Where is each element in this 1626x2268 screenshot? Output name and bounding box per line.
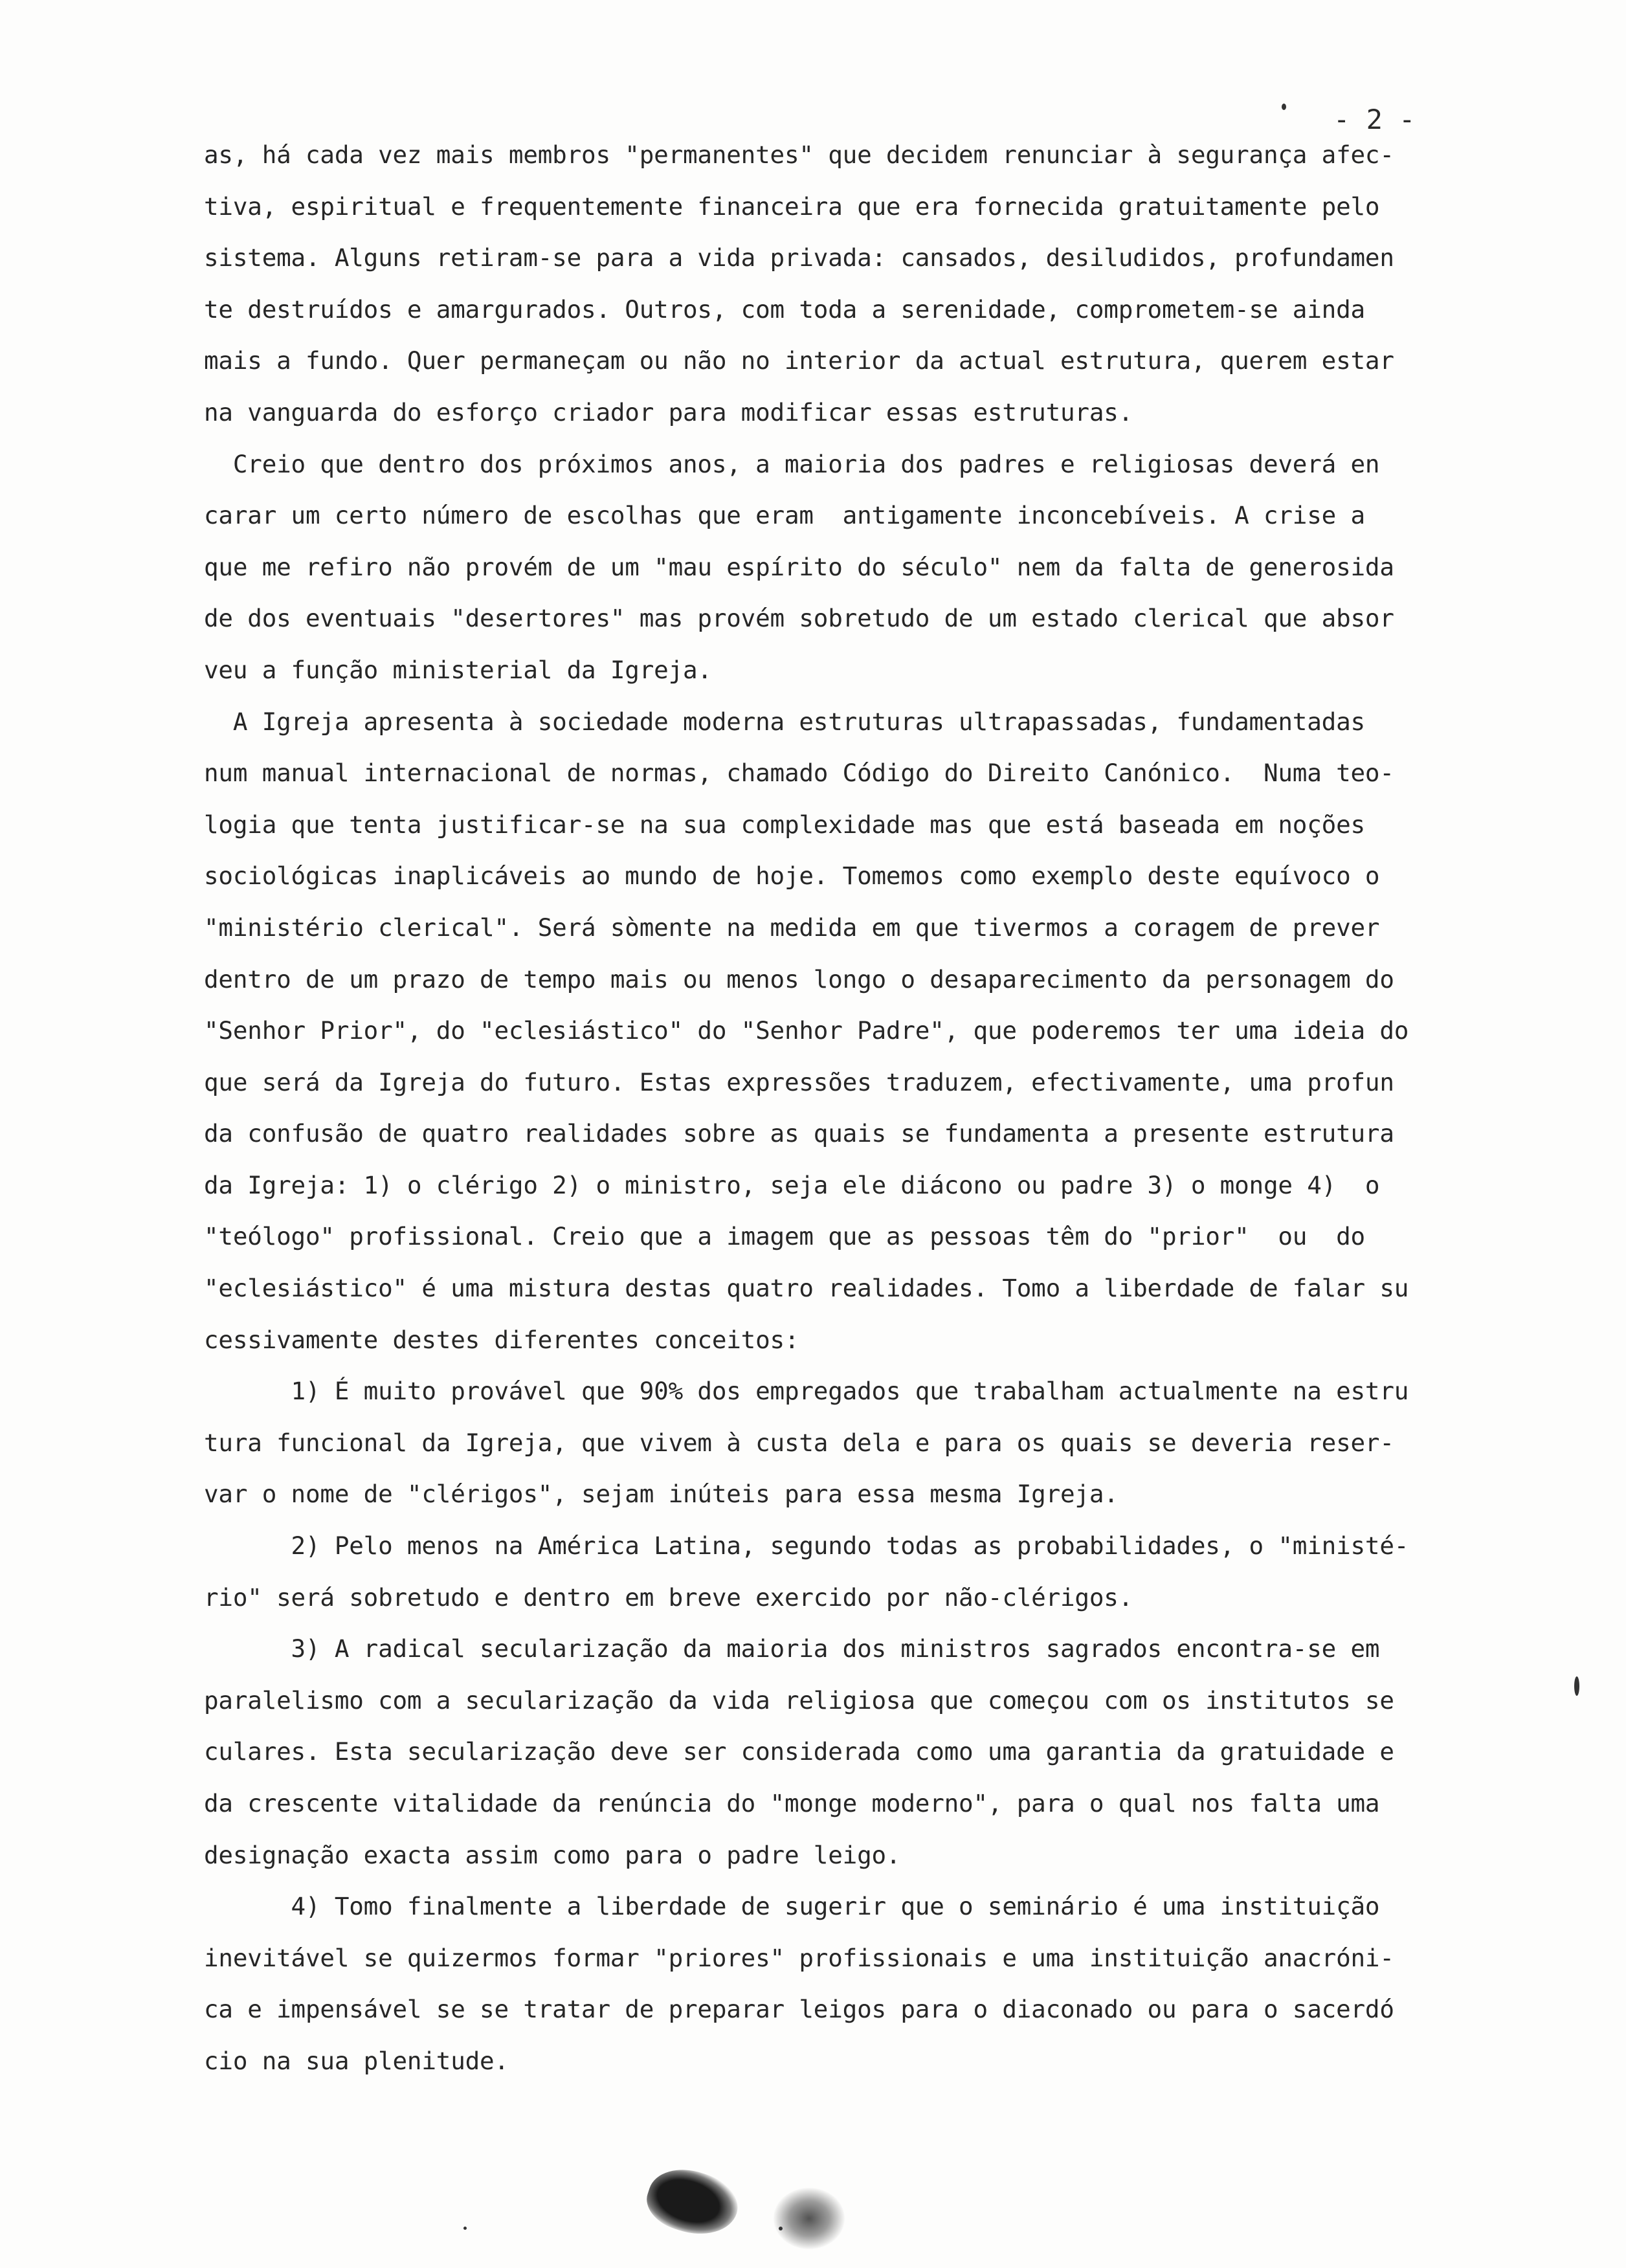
text-line: cessivamente destes diferentes conceitos: (204, 1325, 799, 1354)
page-number: - 2 - (1333, 104, 1416, 135)
body-text (204, 129, 1473, 2087)
text-line: rio" será sobretudo e dentro em breve exercido por não-clérigos. (204, 1583, 1133, 1612)
text-line: "teólogo" profissional. Creio que a imagem que as pessoas têm do "prior" ou do (204, 1222, 1365, 1251)
text-line: mais a fundo. Quer permaneçam ou não no interior da actual estrutura, querem estar (204, 346, 1394, 375)
text-line: "eclesiástico" é uma mistura destas quatro realidades. Tomo a liberdade de falar su (204, 1274, 1409, 1303)
text-line: tura funcional da Igreja, que vivem à custa dela e para os quais se deveria reser- (204, 1428, 1394, 1457)
text-line: na vanguarda do esforço criador para modificar essas estruturas. (204, 397, 1133, 427)
text-line: veu a função ministerial da Igreja. (204, 655, 712, 684)
text-line: da confusão de quatro realidades sobre as quais se fundamenta a presente estrutura (204, 1119, 1394, 1148)
text-line: A Igreja apresenta à sociedade moderna estruturas ultrapassadas, fundamentadas (204, 707, 1365, 736)
ink-speck (1282, 104, 1286, 110)
ink-speck (1574, 1676, 1579, 1696)
ink-blot (640, 2159, 746, 2246)
text-line: inevitável se quizermos formar "priores" profissionais e uma instituição anacróni- (204, 1943, 1394, 1972)
text-line: var o nome de "clérigos", sejam inúteis para essa mesma Igreja. (204, 1480, 1119, 1509)
text-line: 1) É muito provável que 90% dos empregados que trabalham actualmente na estru (204, 1377, 1409, 1406)
text-line: as, há cada vez mais membros "permanentes" que decidem renunciar à segurança afec- (204, 140, 1394, 169)
text-line: da Igreja: 1) o clérigo 2) o ministro, seja ele diácono ou padre 3) o monge 4) o (204, 1170, 1380, 1199)
text-line: que será da Igreja do futuro. Estas expressões traduzem, efectivamente, uma profun (204, 1067, 1394, 1096)
text-line: cio na sua plenitude. (204, 2046, 509, 2075)
ink-speck (779, 2227, 783, 2230)
text-line: designação exacta assim como para o padre leigo. (204, 1840, 901, 1869)
text-line: dentro de um prazo de tempo mais ou menos longo o desaparecimento da personagem do (204, 964, 1394, 994)
text-line: num manual internacional de normas, chamado Código do Direito Canónico. Numa teo- (204, 759, 1394, 788)
text-line: te destruídos e amargurados. Outros, com toda a serenidade, comprometem-se ainda (204, 295, 1365, 324)
text-line: 2) Pelo menos na América Latina, segundo todas as probabilidades, o "ministé- (204, 1531, 1409, 1561)
text-line: 3) A radical secularização da maioria dos ministros sagrados encontra-se em (204, 1634, 1380, 1663)
text-line: de dos eventuais "desertores" mas provém sobretudo de um estado clerical que absor (204, 604, 1394, 633)
text-line: culares. Esta secularização deve ser considerada como uma garantia da gratuidade e (204, 1737, 1394, 1766)
text-line: sistema. Alguns retiram-se para a vida privada: cansados, desiludidos, profundamen (204, 243, 1394, 272)
ink-smudge (774, 2188, 845, 2249)
text-line: Creio que dentro dos próximos anos, a maioria dos padres e religiosas deverá en (204, 449, 1380, 478)
text-line: sociológicas inaplicáveis ao mundo de hoje. Tomemos como exemplo deste equívoco o (204, 862, 1380, 891)
text-line: carar um certo número de escolhas que eram antigamente inconcebíveis. A crise a (204, 501, 1365, 530)
text-line: "ministério clerical". Será sòmente na medida em que tivermos a coragem de prever (204, 913, 1380, 942)
text-line: da crescente vitalidade da renúncia do "monge moderno", para o qual nos falta uma (204, 1789, 1380, 1818)
text-line: tiva, espiritual e frequentemente financeira que era fornecida gratuitamente pelo (204, 192, 1380, 221)
ink-speck (463, 2227, 467, 2230)
text-line: logia que tenta justificar-se na sua complexidade mas que está baseada em noções (204, 810, 1365, 839)
text-line: 4) Tomo finalmente a liberdade de sugerir que o seminário é uma instituição (204, 1892, 1380, 1921)
text-line: paralelismo com a secularização da vida religiosa que começou com os institutos se (204, 1685, 1394, 1715)
text-line: que me refiro não provém de um "mau espírito do século" nem da falta de generosida (204, 552, 1394, 581)
text-line: ca e impensável se se tratar de preparar leigos para o diaconado ou para o sacerdó (204, 1995, 1394, 2024)
text-line: "Senhor Prior", do "eclesiástico" do "Senhor Padre", que poderemos ter uma ideia do (204, 1016, 1409, 1045)
